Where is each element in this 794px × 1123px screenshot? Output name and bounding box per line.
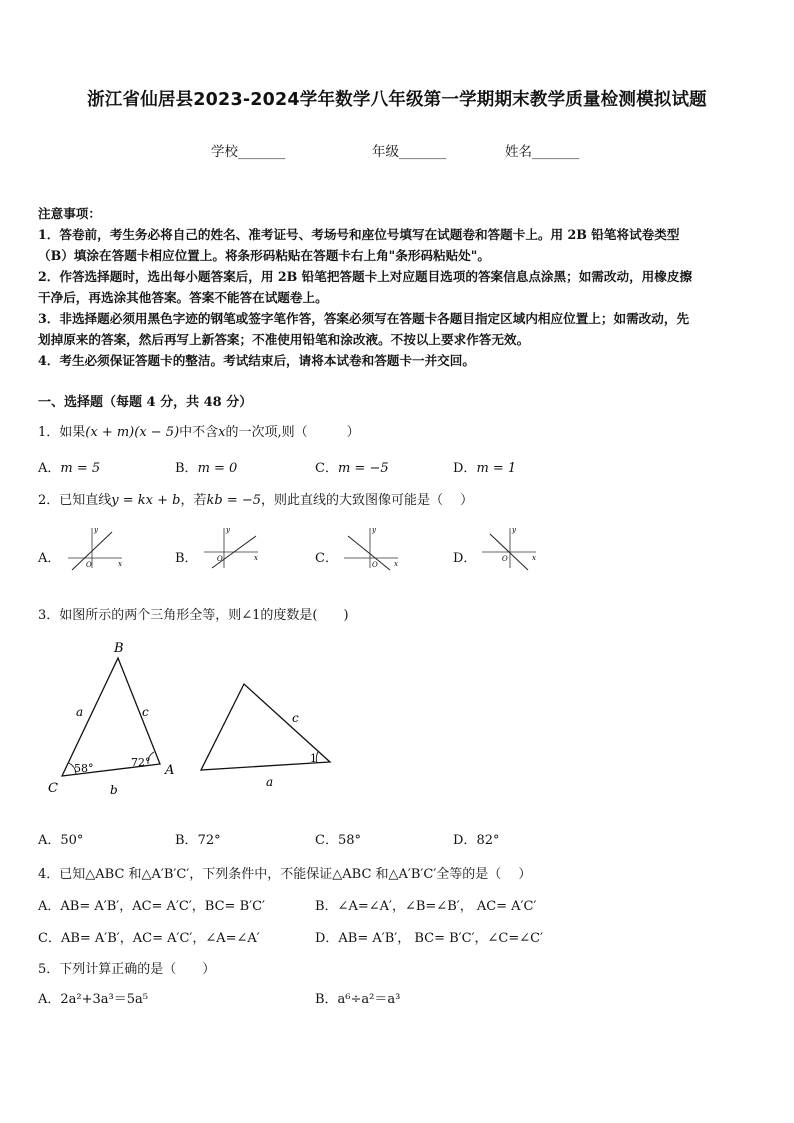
section-heading: 一、选择题（每题 4 分，共 48 分） [38,395,253,410]
grade-field: 年级_______ [372,144,447,160]
svg-text:x: x [532,554,536,562]
question-1-stem [38,421,360,440]
svg-text:x: x [254,554,258,562]
svg-text:x: x [394,560,398,568]
svg-text:c: c [292,711,299,725]
svg-text:y: y [226,526,230,534]
q2-graph-a [64,524,126,572]
name-field: 姓名_______ [505,144,580,160]
svg-text:B: B [114,641,124,656]
q2-option-d-label: D． [453,551,477,566]
svg-text:a: a [266,775,274,789]
question-3-stem: 3．如图所示的两个三角形全等，则∠1的度数是( ) [38,608,349,623]
note-4: 4．考生必须保证答题卡的整洁。考试结束后，请将本试卷和答题卡一并交回。 [38,353,475,368]
note-3-line-1: 3．非选择题必须用黑色字迹的钢笔或签字笔作答，答案必须写在答题卡各题目指定区域内相应位置上；如需改动，先 [38,311,690,326]
svg-text:72°: 72° [131,756,151,769]
question-4-stem: 4．已知△ABC 和△A′B′C′，下列条件中，不能保证△ABC 和△A′B′C′全等的是（ ） [38,867,532,882]
q4-option-b: B．∠A=∠A′，∠B=∠B′， AC= A′C′ [315,899,537,914]
q1-prefix: 1．如果 [38,425,86,440]
q2-equation: y = kx + b [111,493,181,508]
q3-option-b: B．72° [175,833,221,848]
svg-text:O: O [217,555,223,563]
svg-text:c: c [142,705,149,719]
q5-option-b: B．a⁶÷a²＝a³ [315,992,401,1007]
q3-option-d: D．82° [453,833,500,848]
svg-text:C: C [48,781,58,796]
q2-graph-d [478,524,540,572]
svg-text:1: 1 [310,752,317,765]
question-2-stem: 2．已知直线y = kx + b，若kb = −5，则此直线的大致图像可能是（ ） [38,493,474,508]
q1-expression: (x + m)(x − 5) [85,425,180,440]
note-2-line-1: 2．作答选择题时，选出每小题答案后，用 2B 铅笔把答题卡上对应题目选项的答案信息点涂黑；如需改动，用橡皮擦 [38,269,693,284]
school-field: 学校_______ [211,144,286,160]
q2-condition: kb = −5 [206,493,262,508]
q4-option-d: D．AB= A′B′， BC= B′C′，∠C=∠C′ [315,931,544,946]
q2-option-a-label: A． [38,551,61,566]
q1-option-a: A．m = 5 [38,461,101,476]
q1-option-d: D．m = 1 [453,461,517,476]
note-1-line-2: （B）填涂在答题卡相应位置上。将条形码粘贴在答题卡右上角"条形码粘贴处"。 [38,248,490,263]
svg-text:O: O [502,555,508,563]
q2-option-b-label: B． [175,551,198,566]
svg-text:a: a [76,705,84,719]
q1-middle: 中不含 [179,425,219,440]
q5-option-a: A．2a²+3a³＝5a⁵ [38,992,148,1007]
q1-option-c: C．m = −5 [315,461,389,476]
svg-text:O: O [372,561,378,569]
question-5-stem: 5．下列计算正确的是（ ） [38,962,216,977]
svg-text:y: y [372,526,376,534]
note-3-line-2: 划掉原来的答案，然后再写上新答案；不准使用铅笔和涂改液。不按以上要求作答无效。 [38,332,530,347]
svg-text:O: O [86,561,92,569]
q4-option-c: C．AB= A′B′，AC= A′C′，∠A=∠A′ [38,931,260,946]
svg-text:x: x [118,560,122,568]
svg-text:58°: 58° [74,762,94,775]
svg-text:y: y [512,526,516,534]
q3-option-a: A．50° [38,833,84,848]
note-1-line-1: 1．答卷前，考生务必将自己的姓名、准考证号、考场号和座位号填写在试题卷和答题卡上。用 2B 铅笔将试卷类型 [38,227,680,242]
notes-heading: 注意事项： [38,206,101,221]
svg-text:y: y [94,526,98,534]
q3-triangles-figure [38,636,348,806]
page-title: 浙江省仙居县2023-2024学年数学八年级第一学期期末教学质量检测模拟试题 [87,90,707,110]
svg-text:A: A [165,763,175,778]
note-2-line-2: 干净后，再选涂其他答案。答案不能答在试题卷上。 [38,290,328,305]
q3-option-c: C．58° [315,833,361,848]
q1-variable: x [218,425,226,440]
q1-suffix: 的一次项,则（ ） [225,425,360,440]
q2-option-c-label: C． [315,551,338,566]
q2-graph-c [340,524,402,572]
svg-text:b: b [110,783,118,797]
q2-graph-b [200,524,262,572]
q4-option-a: A．AB= A′B′，AC= A′C′，BC= B′C′ [38,899,265,914]
q1-option-b: B．m = 0 [175,461,238,476]
